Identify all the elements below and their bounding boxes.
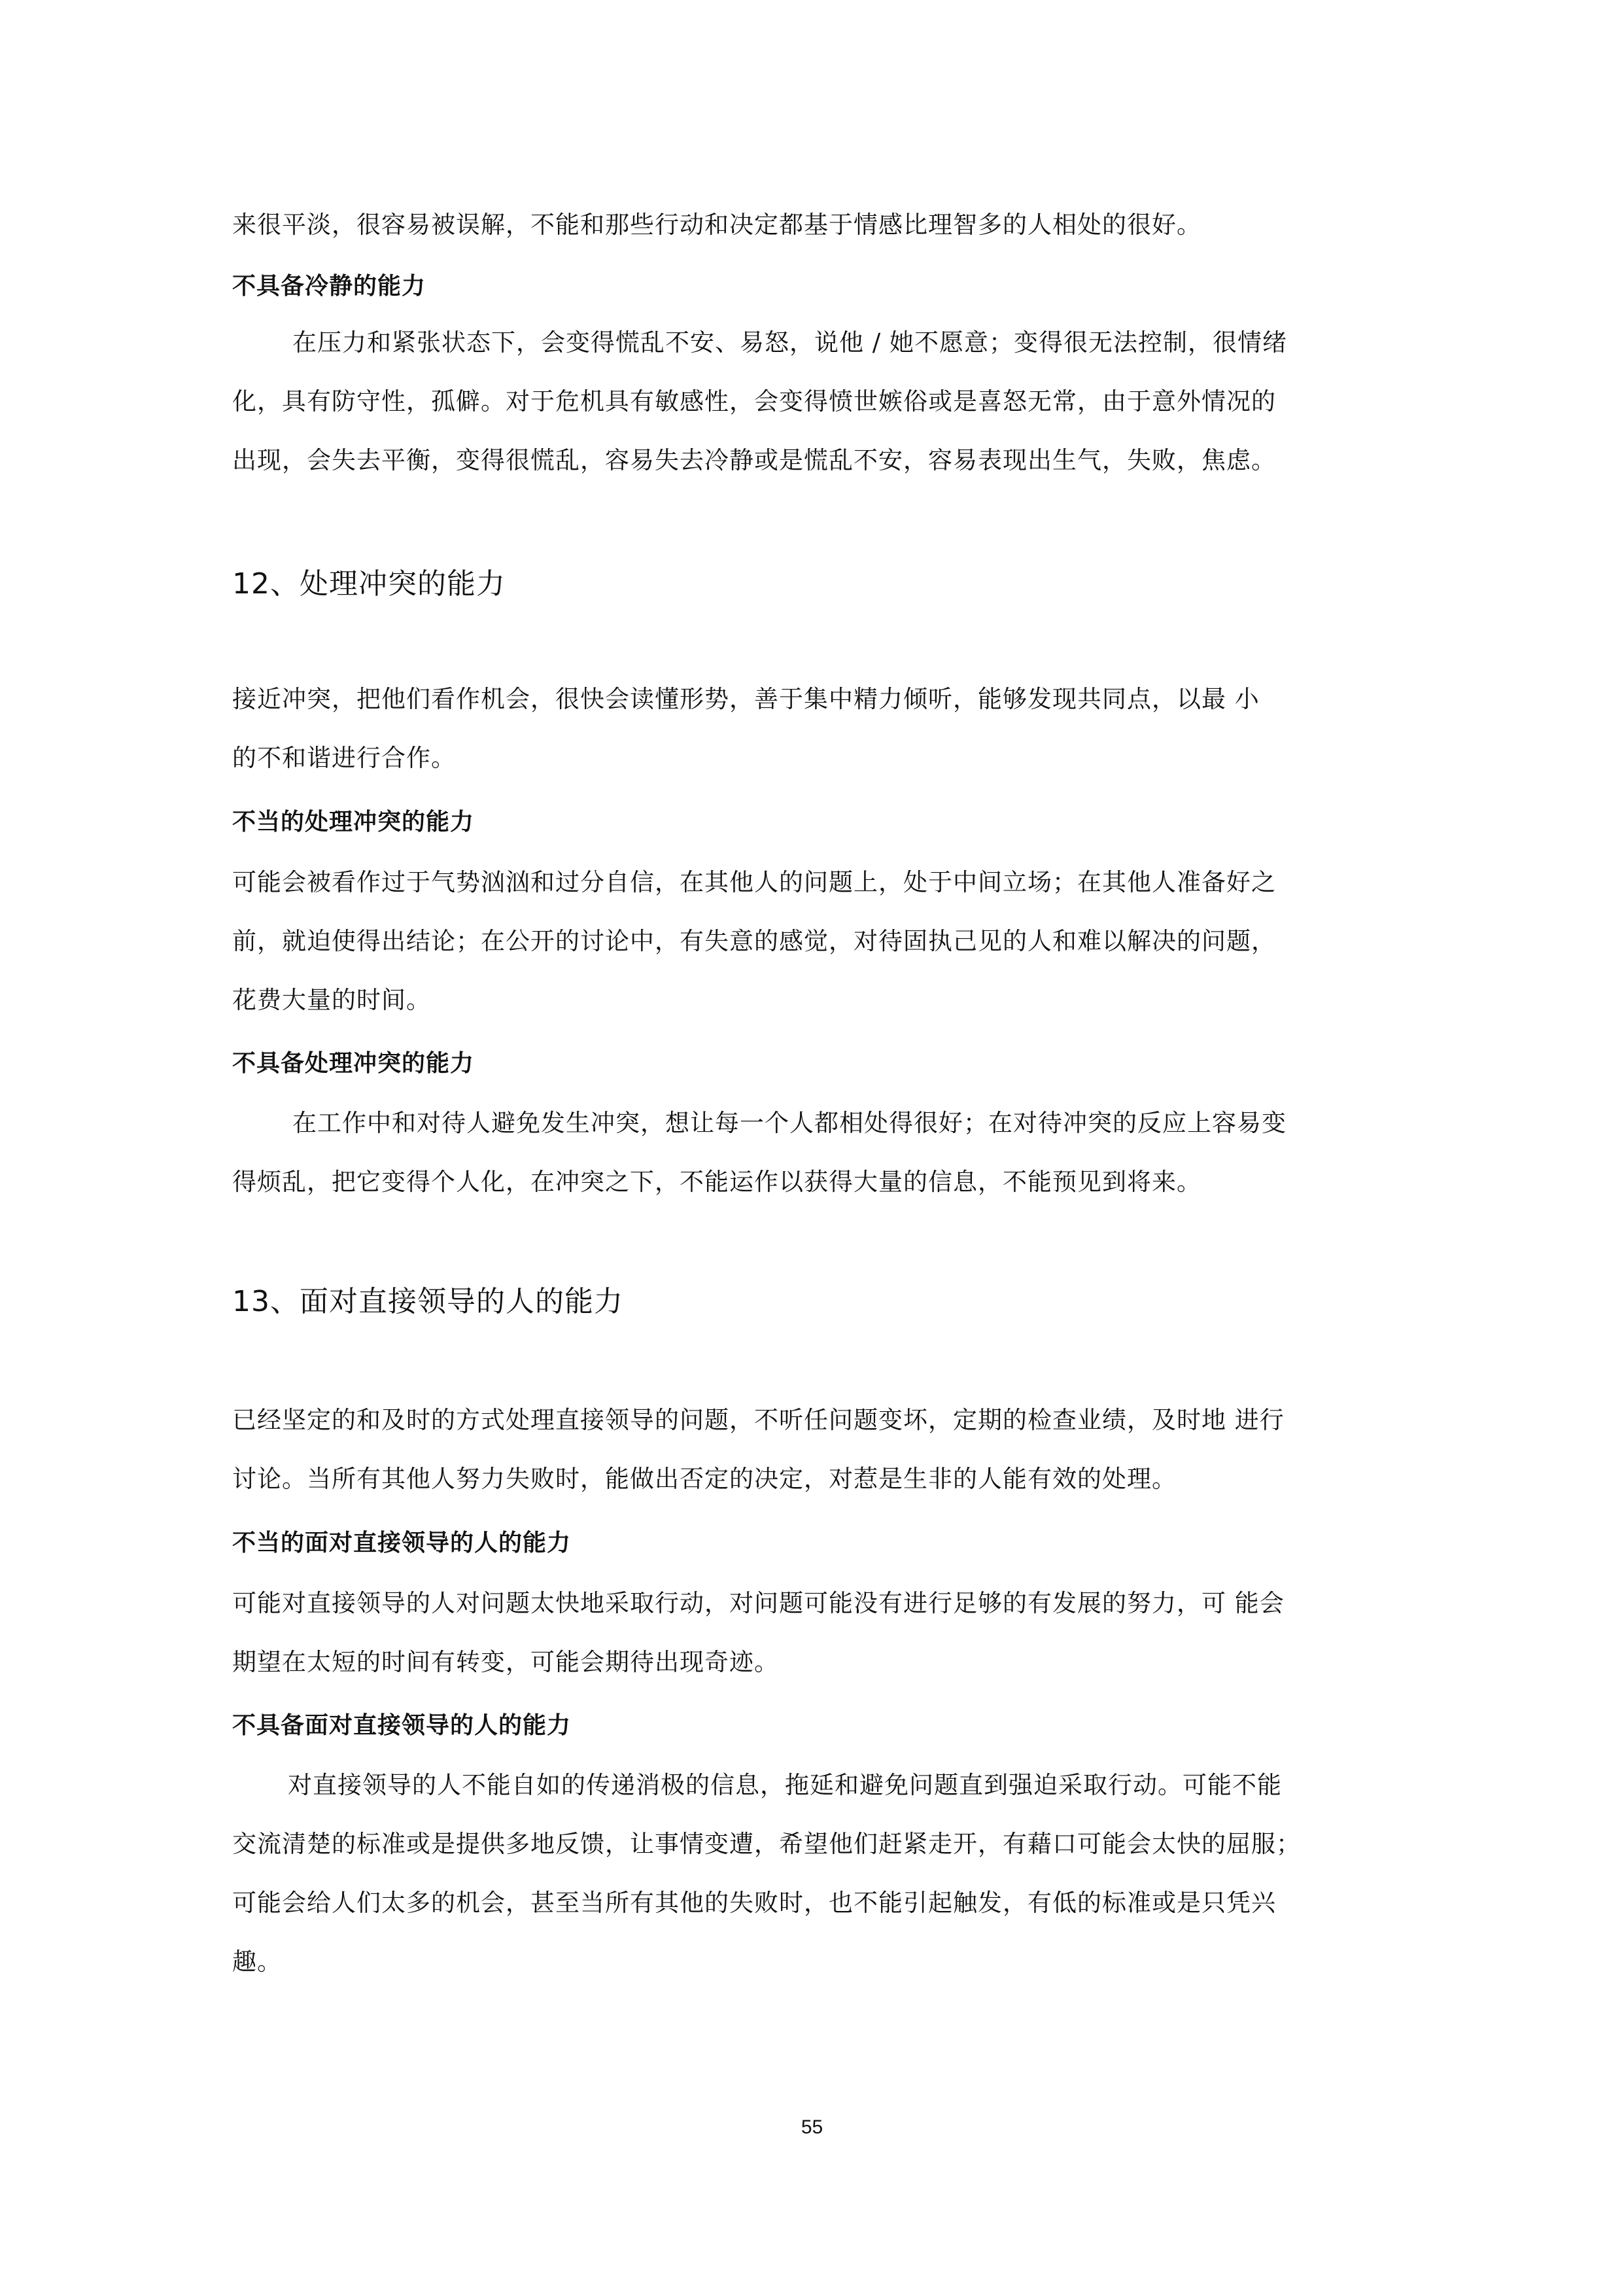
paragraph-line: 出现，会失去平衡，变得很慌乱，容易失去冷静或是慌乱不安，容易表现出生气，失败，焦虑。 [232,446,1276,474]
subheading-lacking-calm: 不具备冷静的能力 [232,273,426,300]
section-13-title: 13、面对直接领导的人的能力 [232,1285,623,1318]
paragraph-line: 来很平淡，很容易被误解，不能和那些行动和决定都基于情感比理智多的人相处的很好。 [232,211,1201,239]
paragraph-line: 接近冲突，把他们看作机会，很快会读懂形势，善于集中精力倾听，能够发现共同点，以最 小 [232,685,1260,713]
paragraph-line: 得烦乱，把它变得个人化，在冲突之下，不能运作以获得大量的信息，不能预见到将来。 [232,1168,1201,1196]
paragraph-line: 对直接领导的人不能自如的传递消极的信息，拖延和避免问题直到强迫采取行动。可能不能 [288,1771,1282,1799]
paragraph-line: 交流清楚的标准或是提供多地反馈，让事情变遭，希望他们赶紧走开，有藉口可能会太快的屈服； [232,1830,1301,1858]
subheading-lacking-conflict: 不具备处理冲突的能力 [232,1050,475,1077]
subheading-improper-direct-reports: 不当的面对直接领导的人的能力 [232,1530,572,1556]
paragraph-line: 可能会被看作过于气势汹汹和过分自信，在其他人的问题上，处于中间立场；在其他人准备好之 [232,868,1276,896]
paragraph-line: 可能对直接领导的人对问题太快地采取行动，对问题可能没有进行足够的有发展的努力，可 能会 [232,1589,1285,1617]
paragraph-line: 在工作中和对待人避免发生冲突，想让每一个人都相处得很好；在对待冲突的反应上容易变 [292,1109,1287,1137]
subheading-lacking-direct-reports: 不具备面对直接领导的人的能力 [232,1712,572,1739]
paragraph-line: 趣。 [232,1948,282,1976]
paragraph-line: 的不和谐进行合作。 [232,744,456,772]
paragraph-line: 前，就迫使得出结论；在公开的讨论中，有失意的感觉，对待固执己见的人和难以解决的问题， [232,927,1276,955]
paragraph-line: 已经坚定的和及时的方式处理直接领导的问题，不听任问题变坏，定期的检查业绩，及时地 进行 [232,1406,1285,1434]
paragraph-line: 化，具有防守性，孤僻。对于危机具有敏感性，会变得愤世嫉俗或是喜怒无常，由于意外情况的 [232,387,1276,415]
paragraph-line: 讨论。当所有其他人努力失败时，能做出否定的决定，对惹是生非的人能有效的处理。 [232,1465,1177,1493]
paragraph-line: 期望在太短的时间有转变，可能会期待出现奇迹。 [232,1648,779,1676]
section-12-title: 12、处理冲突的能力 [232,567,506,601]
subheading-improper-conflict: 不当的处理冲突的能力 [232,809,475,835]
paragraph-line: 花费大量的时间。 [232,986,431,1014]
paragraph-line: 在压力和紧张状态下，会变得慌乱不安、易怒，说他 / 她不愿意；变得很无法控制，很情绪 [292,328,1287,357]
page-number: 55 [801,2116,823,2138]
paragraph-line: 可能会给人们太多的机会，甚至当所有其他的失败时，也不能引起触发，有低的标准或是只凭兴 [232,1889,1276,1917]
